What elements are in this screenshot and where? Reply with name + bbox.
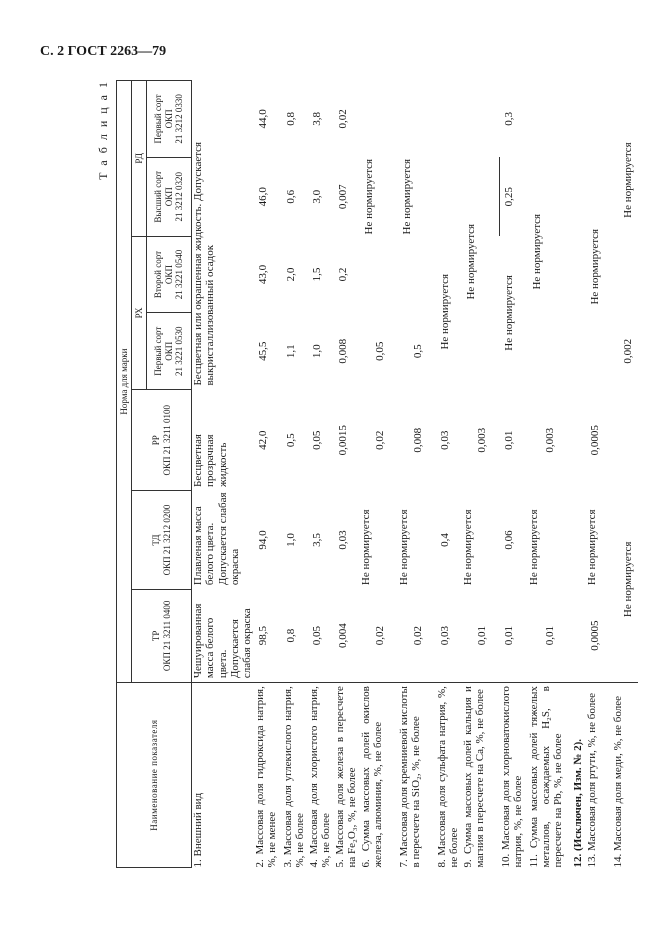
table-label: Т а б л и ц а 1 [96, 80, 110, 180]
rx2-column-header: Второй сорт ОКП 21 3221 0540 [147, 236, 192, 313]
row-name: 8. Массовая доля сульфата натрия, %, не более [436, 683, 462, 868]
rx-column-header: РХ [132, 236, 147, 389]
cell-tr: Чешуированная масса белого цвета. Допускается слабая окраска [192, 603, 254, 679]
cell-rr: 0,0005 [588, 425, 601, 456]
row-name: 12. (Исключен, Изм. № 2). [572, 683, 586, 868]
rr-column-header: РР ОКП 21 3211 0100 [132, 390, 192, 491]
cell-td: Плавленая масса белого цвета. Допускается слабая окраска [192, 492, 241, 586]
cell-tr: 0,01 [502, 625, 515, 646]
cell-td: Не нормируется [461, 509, 474, 586]
cell-td: Не нормируется [527, 509, 540, 586]
cell-tr: 0,0005 [588, 620, 601, 651]
table-row [436, 81, 462, 868]
cell-rx1: 1,0 [310, 344, 323, 359]
cell-rest: Не нормируется [400, 158, 413, 235]
table-row [500, 81, 528, 868]
table-row [572, 81, 586, 868]
cell-rr: Бесцветная прозрачная жидкость [192, 434, 229, 487]
cell-tr: 98,5 [256, 625, 269, 646]
cell-rx1: 0,002 [621, 338, 634, 364]
cell-tr: 0,004 [336, 623, 349, 648]
cell-td: Не нормируется [397, 509, 410, 586]
cell-td: 3,5 [310, 533, 323, 547]
rd1-column-header: Первый сорт ОКП 21 3212 0330 [147, 81, 192, 158]
tr-column-header: ТР ОКП 21 3211 0400 [132, 589, 192, 683]
cell-rr: 0,03 [438, 430, 451, 450]
table-row [192, 81, 254, 868]
cell-rx1: 0,05 [373, 341, 386, 361]
cell-rr: 0,05 [310, 430, 323, 450]
cell-rest: Не нормируется [362, 158, 375, 235]
cell-rx2: 0,2 [336, 267, 349, 282]
cell-rx1: 45,5 [256, 341, 269, 361]
cell-tr: 0,8 [284, 628, 297, 643]
cell-tr: 0,05 [310, 625, 323, 646]
cell-td-rr: Не нормируется [621, 541, 634, 618]
cell-rx2: 2,0 [284, 267, 297, 282]
cell-rd-high: 0,25 [500, 157, 528, 236]
row-name: 11. Сумма массовых долей тяжелых металлов, осаждаемых H₂S, в пересчете на Pb, %, не более [528, 683, 572, 868]
cell-rd-high: 0,6 [284, 189, 297, 204]
cell-rx1: 1,1 [284, 344, 297, 359]
table-row [462, 81, 500, 868]
table-row [360, 81, 398, 868]
cell-rest: Не нормируется [621, 142, 634, 218]
cell-rr: 0,01 [502, 430, 515, 450]
row-name: 6. Сумма массовых долей окислов железа, алюминия, %, не более [360, 683, 398, 868]
cell-rd1: 0,3 [502, 112, 515, 126]
cell-rx1: 0,5 [411, 344, 424, 359]
cell-rr: 0,0015 [336, 425, 349, 456]
cell-tr: 0,01 [543, 625, 556, 646]
row-name: 10. Массовая доля хлорноватокислого натрия, %, не более [500, 683, 528, 868]
row-name: 4. Массовая доля хлористого натрия, %, не более [308, 683, 334, 868]
cell-rr: 0,008 [411, 427, 424, 453]
cell-rx-rd: Бесцветная или окрашенная жидкость. Допускается выкристаллизованный осадок [192, 141, 217, 386]
rd-column-header: РД [132, 81, 147, 237]
cell-td: 1,0 [284, 533, 297, 547]
row-name: 5. Массовая доля железа в пересчете на Fe₂O₃, %, не более [334, 683, 360, 868]
spec-table [116, 80, 638, 868]
row-name: 1. Внешний вид [192, 683, 254, 868]
table-row [398, 81, 436, 868]
cell-rr: 0,003 [543, 427, 556, 453]
rotated-table-page [96, 78, 661, 868]
table-row [282, 81, 308, 868]
rx1-column-header: Первый сорт ОКП 21 3221 0530 [147, 313, 192, 390]
cell-td: 94,0 [256, 530, 269, 550]
cell-td: 0,4 [438, 533, 451, 547]
cell-rr: 0,5 [284, 433, 297, 448]
norm-column-header: Норма для марки [117, 81, 132, 683]
row-name: 3. Массовая доля углекислого натрия, %, не более [282, 683, 308, 868]
cell-rd1: 0,8 [284, 112, 297, 126]
row-name: 13. Массовая доля ртути, %, не более [586, 683, 612, 868]
cell-rd1: 44,0 [256, 109, 269, 129]
cell-rd-high: 0,007 [336, 184, 349, 210]
cell-rx2: 43,0 [256, 264, 269, 285]
cell-rx1: 0,008 [336, 338, 349, 364]
cell-rd-high: 3,0 [310, 189, 323, 204]
cell-rest: Не нормируется [530, 213, 543, 290]
cell-tr: 0,02 [411, 625, 424, 646]
rd-high-column-header: Высший сорт ОКП 21 3212 0320 [147, 157, 192, 236]
cell-tr: 0,02 [373, 625, 386, 646]
row-name: 7. Массовая доля кремниевой кислоты в пересчете на SiO₂, %, не более [398, 683, 436, 868]
td-column-header: ТД ОКП 21 3212 0200 [132, 491, 192, 589]
table-row [528, 81, 572, 868]
cell-td: Не нормируется [359, 509, 372, 586]
table-row [334, 81, 360, 868]
table-row [308, 81, 334, 868]
cell-rest: Не нормируется [438, 273, 451, 350]
cell-rest: Не нормируется [464, 223, 477, 300]
cell-rx2: 1,5 [310, 267, 323, 282]
row-name: 9. Сумма массовых долей кальция и магния в пересчете на Ca, %, не более [462, 683, 500, 868]
row-name: 14. Массовая доля меди, %, не более [612, 683, 638, 868]
cell-td: Не нормируется [585, 509, 598, 586]
table-row [254, 81, 282, 868]
row-name: 2. Массовая доля гидроксида натрия, %, не менее [254, 683, 282, 868]
cell-rr: 0,003 [475, 427, 488, 453]
cell-rd1: 0,02 [336, 109, 349, 129]
cell-rr: 0,02 [373, 430, 386, 450]
cell-rest: Не нормируется [588, 228, 601, 305]
cell-rd1: 3,8 [310, 112, 323, 126]
cell-rx: Не нормируется [502, 275, 515, 351]
cell-rd-high: 46,0 [256, 187, 269, 207]
cell-rr: 42,0 [256, 430, 269, 450]
cell-tr: 0,03 [438, 625, 451, 646]
cell-td: 0,03 [336, 530, 349, 550]
table-row [612, 81, 638, 868]
cell-td: 0,06 [502, 530, 515, 550]
name-column-header: Наименование показателя [117, 683, 192, 868]
page-header: С. 2 ГОСТ 2263—79 [40, 44, 167, 59]
table-row [586, 81, 612, 868]
cell-tr: 0,01 [475, 625, 488, 646]
